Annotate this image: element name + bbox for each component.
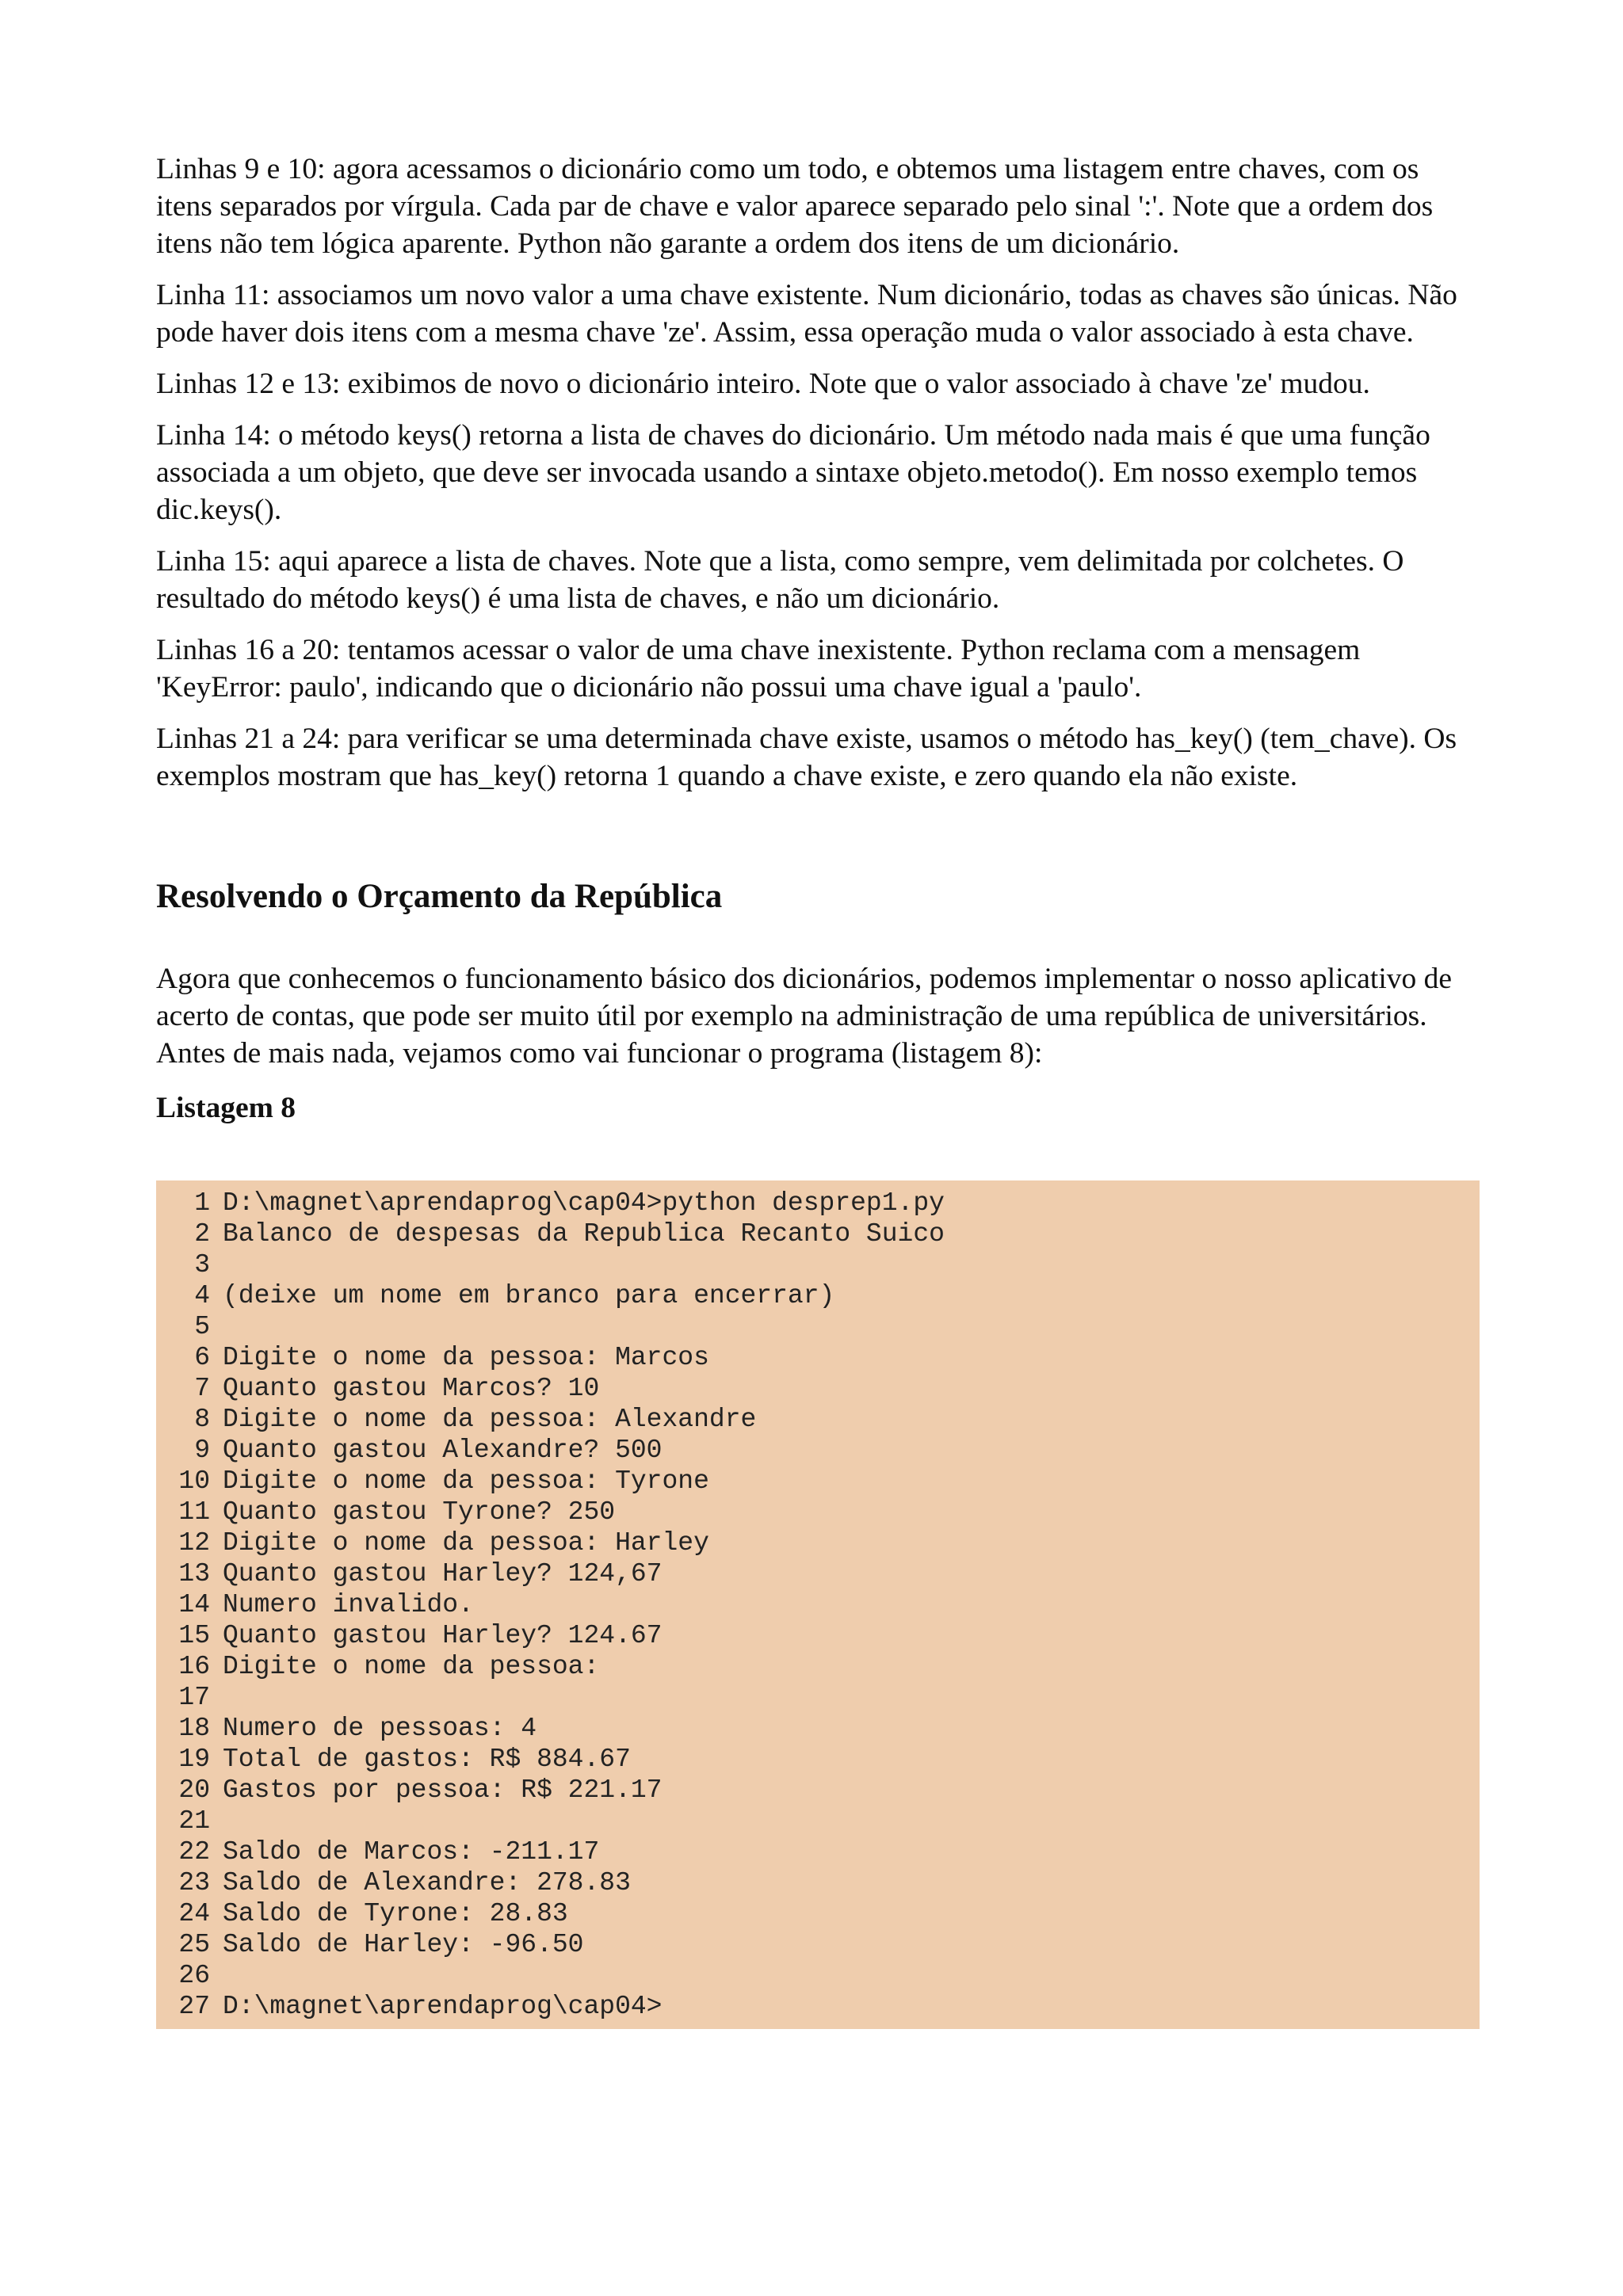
code-text: Quanto gastou Harley? 124.67 <box>223 1621 663 1650</box>
line-number: 27 <box>178 1992 210 2021</box>
code-text: Quanto gastou Tyrone? 250 <box>223 1497 616 1527</box>
page-content <box>156 151 1480 2029</box>
code-line <box>156 1806 1480 1836</box>
code-line <box>156 1466 1480 1497</box>
paragraph-lines-21-24: Linhas 21 a 24: para verificar se uma determinada chave existe, usamos o método has_key() (tem_chave). Os exemplos mostram que has_key() retorna 1 quando a chave existe, e zero quando ela não existe. <box>156 723 1457 792</box>
code-line <box>156 1373 1480 1404</box>
paragraph-line-15: Linha 15: aqui aparece a lista de chaves. Note que a lista, como sempre, vem delimitada por colchetes. O resultado do método keys() é uma lista de chaves, e não um dicionário. <box>156 545 1404 615</box>
code-line <box>156 1682 1480 1713</box>
line-number: 17 <box>178 1683 210 1712</box>
line-number: 24 <box>178 1899 210 1928</box>
code-line <box>156 1219 1480 1249</box>
line-number: 9 <box>194 1436 210 1465</box>
paragraph-line-14: Linha 14: o método keys() retorna a lista de chaves do dicionário. Um método nada mais é que uma função associada a um objeto, que deve ser invocada usando a sintaxe objeto.metodo(). Em nosso exemplo temos dic.keys(). <box>156 419 1430 526</box>
code-text: Digite o nome da pessoa: Harley <box>223 1528 709 1558</box>
code-line <box>156 1775 1480 1806</box>
code-line <box>156 1342 1480 1373</box>
line-number: 23 <box>178 1868 210 1897</box>
line-number: 19 <box>178 1745 210 1774</box>
code-line <box>156 1497 1480 1527</box>
line-number: 18 <box>178 1714 210 1743</box>
code-text: Digite o nome da pessoa: Marcos <box>223 1343 709 1372</box>
line-number: 25 <box>178 1930 210 1959</box>
code-line <box>156 1620 1480 1651</box>
code-line <box>156 1991 1480 2022</box>
line-number: 14 <box>178 1590 210 1619</box>
line-number: 7 <box>194 1374 210 1403</box>
code-line <box>156 1188 1480 1219</box>
line-number: 13 <box>178 1559 210 1589</box>
code-line <box>156 1404 1480 1435</box>
code-text: Digite o nome da pessoa: Tyrone <box>223 1466 709 1496</box>
line-number: 12 <box>178 1528 210 1558</box>
code-line <box>156 1527 1480 1558</box>
code-text: Saldo de Harley: -96.50 <box>223 1930 584 1959</box>
code-text: Quanto gastou Marcos? 10 <box>223 1374 600 1403</box>
paragraph-line-11: Linha 11: associamos um novo valor a uma chave existente. Num dicionário, todas as chaves são únicas. Não pode haver dois itens com a mesma chave 'ze'. Assim, essa operação muda o valor associado à esta chave. <box>156 279 1457 349</box>
line-number: 6 <box>194 1343 210 1372</box>
line-number: 10 <box>178 1466 210 1496</box>
code-text: Gastos por pessoa: R$ 221.17 <box>223 1775 663 1805</box>
code-text: (deixe um nome em branco para encerrar) <box>223 1281 835 1310</box>
code-line <box>156 1713 1480 1744</box>
line-number: 5 <box>194 1312 210 1341</box>
line-number: 15 <box>178 1621 210 1650</box>
line-number: 8 <box>194 1405 210 1434</box>
line-number: 1 <box>194 1188 210 1218</box>
code-text: Saldo de Marcos: -211.17 <box>223 1837 600 1867</box>
code-line <box>156 1311 1480 1342</box>
code-line <box>156 1558 1480 1589</box>
code-line <box>156 1836 1480 1867</box>
paragraph-lines-12-13: Linhas 12 e 13: exibimos de novo o dicionário inteiro. Note que o valor associado à chave 'ze' mudou. <box>156 368 1370 400</box>
code-line <box>156 1280 1480 1311</box>
code-line <box>156 1929 1480 1960</box>
code-text: D:\magnet\aprendaprog\cap04> <box>223 1992 663 2021</box>
code-line <box>156 1589 1480 1620</box>
code-text: Quanto gastou Harley? 124,67 <box>223 1559 663 1589</box>
code-text: Numero de pessoas: 4 <box>223 1714 537 1743</box>
code-line <box>156 1898 1480 1929</box>
line-number: 4 <box>194 1281 210 1310</box>
line-number: 20 <box>178 1775 210 1805</box>
line-number: 2 <box>194 1219 210 1249</box>
code-line <box>156 1435 1480 1466</box>
code-line <box>156 1249 1480 1280</box>
code-text: Quanto gastou Alexandre? 500 <box>223 1436 663 1465</box>
code-listing <box>156 1180 1480 2029</box>
code-text: Total de gastos: R$ 884.67 <box>223 1745 631 1774</box>
code-line <box>156 1744 1480 1775</box>
line-number: 22 <box>178 1837 210 1867</box>
line-number: 26 <box>178 1961 210 1990</box>
paragraph-lines-9-10: Linhas 9 e 10: agora acessamos o dicionário como um todo, e obtemos uma listagem entre chaves, com os itens separados por vírgula. Cada par de chave e valor aparece separado pelo sinal ':'. Note que a ordem dos itens não tem lógica aparente. Python não garante a ordem dos itens de um dicionário. <box>156 153 1434 260</box>
line-number: 16 <box>178 1652 210 1681</box>
line-number: 11 <box>178 1497 210 1527</box>
code-text: Saldo de Alexandre: 278.83 <box>223 1868 631 1897</box>
code-text: Digite o nome da pessoa: <box>223 1652 600 1681</box>
intro-paragraph: Agora que conhecemos o funcionamento básico dos dicionários, podemos implementar o nosso aplicativo de acerto de contas, que pode ser muito útil por exemplo na administração de uma república de universitários. Antes de mais nada, vejamos como vai funcionar o programa (listagem 8): <box>156 963 1453 1070</box>
listing-label: Listagem 8 <box>156 1092 296 1124</box>
code-text: Saldo de Tyrone: 28.83 <box>223 1899 568 1928</box>
code-line <box>156 1960 1480 1991</box>
code-text: Balanco de despesas da Republica Recanto Suico <box>223 1219 945 1249</box>
code-text: Numero invalido. <box>223 1590 474 1619</box>
section-title: Resolvendo o Orçamento da República <box>156 878 723 915</box>
line-number: 21 <box>178 1806 210 1836</box>
code-text: D:\magnet\aprendaprog\cap04>python desprep1.py <box>223 1188 945 1218</box>
code-line <box>156 1651 1480 1682</box>
code-line <box>156 1867 1480 1898</box>
code-text: Digite o nome da pessoa: Alexandre <box>223 1405 757 1434</box>
line-number: 3 <box>194 1250 210 1280</box>
paragraph-lines-16-20: Linhas 16 a 20: tentamos acessar o valor de uma chave inexistente. Python reclama com a mensagem 'KeyError: paulo', indicando que o dicionário não possui uma chave igual a 'paulo'. <box>156 634 1361 704</box>
